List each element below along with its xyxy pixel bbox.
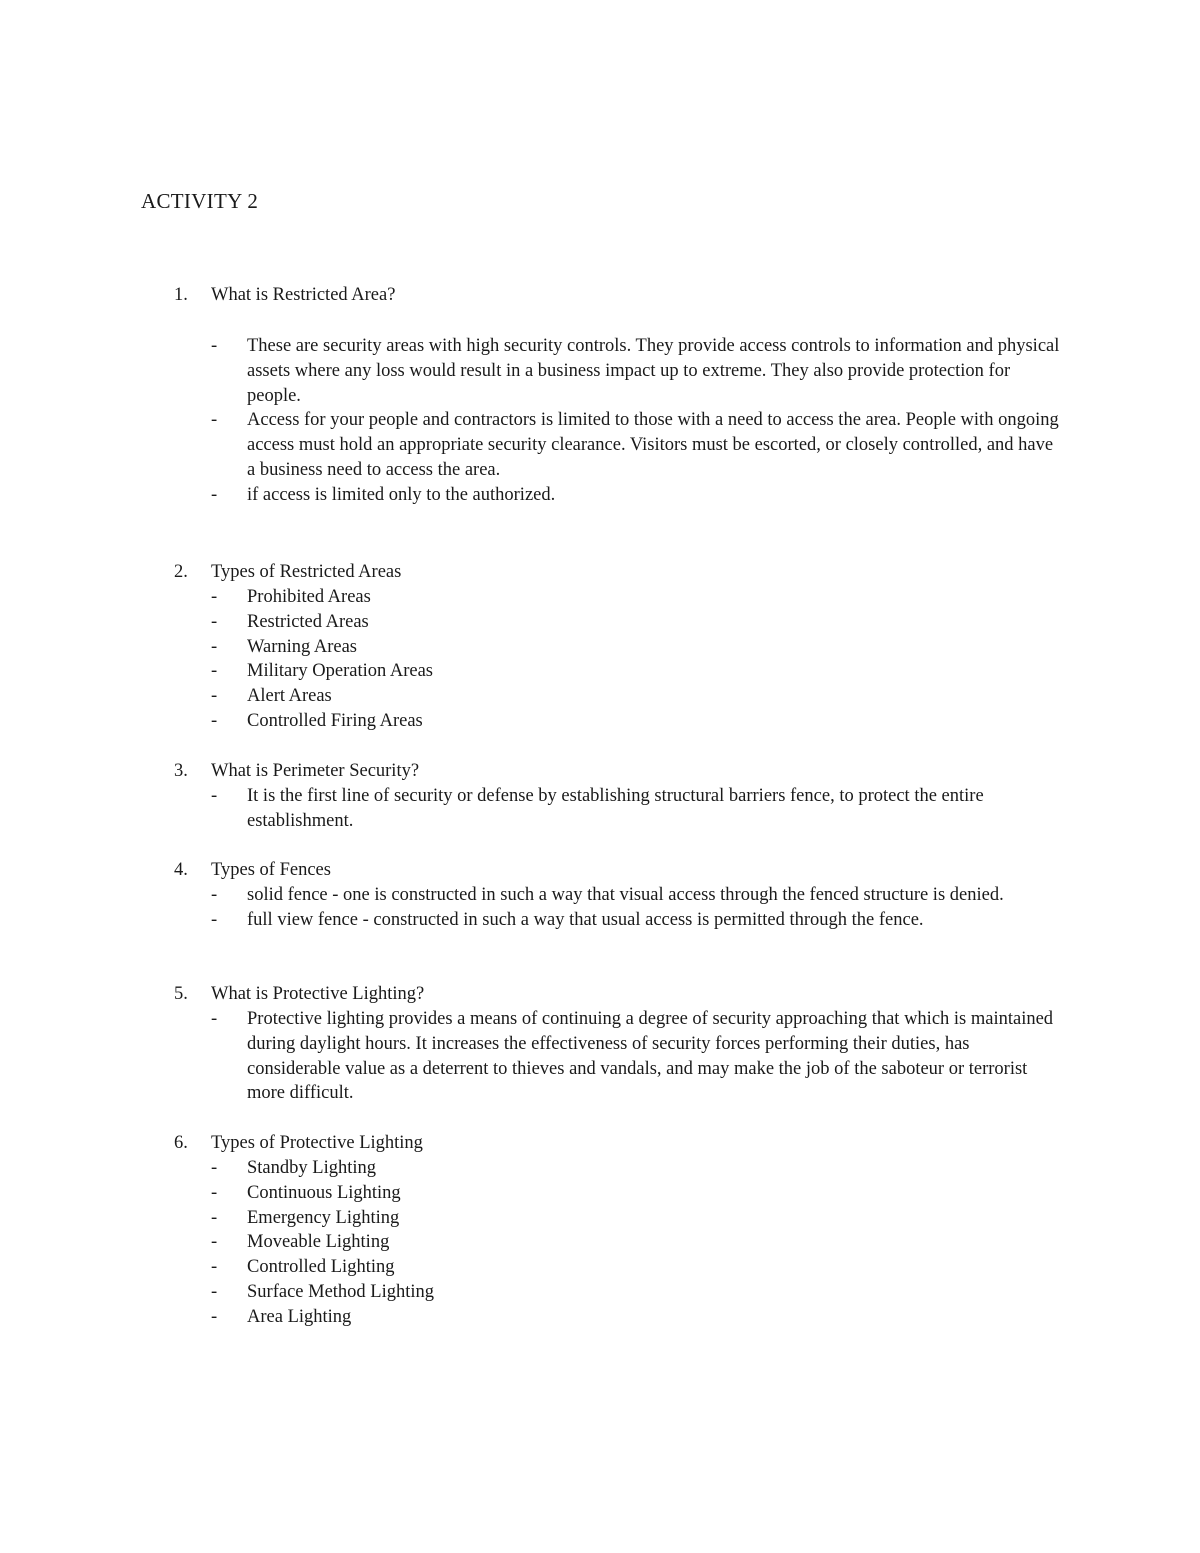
question-text: What is Protective Lighting?	[211, 984, 425, 1004]
list-item	[0, 1181, 1200, 1206]
bullet-dash: -	[211, 636, 218, 657]
question-number: 2.	[174, 562, 188, 582]
list-item-text: Standby Lighting	[247, 1158, 376, 1178]
list-item-text: full view fence - constructed in such a way that usual access is permitted through the fence.	[247, 909, 924, 930]
list-item-text: Emergency Lighting	[247, 1207, 400, 1228]
list-item-text: Alert Areas	[247, 686, 332, 707]
list-item	[0, 1305, 1200, 1330]
list-item-text: Controlled Lighting	[247, 1257, 395, 1278]
list-item	[0, 1007, 1200, 1106]
answer-list	[0, 585, 1200, 734]
question-number: 3.	[174, 761, 188, 781]
question-number: 6.	[174, 1133, 188, 1153]
list-item	[0, 1255, 1200, 1280]
answer-list	[0, 883, 1200, 933]
bullet-dash: -	[211, 1281, 218, 1302]
bullet-dash: -	[211, 1158, 218, 1178]
list-item-text: Area Lighting	[247, 1306, 352, 1327]
list-item	[0, 908, 1200, 933]
list-item-text: Continuous Lighting	[247, 1182, 401, 1203]
list-item	[0, 334, 1200, 408]
list-item	[0, 883, 1200, 908]
question-text: Types of Fences	[211, 860, 331, 880]
bullet-dash: -	[211, 661, 218, 682]
list-item	[0, 1156, 1200, 1181]
bullet-dash: -	[211, 1009, 218, 1029]
list-item	[0, 1280, 1200, 1305]
list-item-text: These are security areas with high security controls. They provide access controls to information and physical assets where any loss would result in a business impact up to extreme. They also provide protection for people.	[247, 336, 1060, 406]
answer-list	[0, 1007, 1200, 1106]
question-text: Types of Restricted Areas	[211, 562, 402, 582]
bullet-dash: -	[211, 587, 218, 607]
bullet-dash: -	[211, 1306, 218, 1327]
list-item-text: Controlled Firing Areas	[247, 710, 423, 731]
bullet-dash: -	[211, 1232, 218, 1253]
bullet-dash: -	[211, 786, 218, 806]
list-item	[0, 684, 1200, 709]
list-item	[0, 610, 1200, 635]
list-item-text: Military Operation Areas	[247, 661, 433, 682]
question-number: 4.	[174, 860, 188, 880]
list-item	[0, 585, 1200, 610]
list-item	[0, 483, 1200, 508]
bullet-dash: -	[211, 1207, 218, 1228]
list-item	[0, 1206, 1200, 1231]
question-number: 5.	[174, 984, 188, 1004]
question-text: Types of Protective Lighting	[211, 1133, 423, 1153]
bullet-dash: -	[211, 611, 218, 632]
bullet-dash: -	[211, 1257, 218, 1278]
list-item-text: Restricted Areas	[247, 611, 369, 632]
list-item	[0, 784, 1200, 834]
list-item-text: if access is limited only to the authorized.	[247, 484, 556, 505]
list-item-text: Moveable Lighting	[247, 1232, 390, 1253]
question-text: What is Perimeter Security?	[211, 761, 420, 781]
list-item-text: Prohibited Areas	[247, 587, 371, 607]
bullet-dash: -	[211, 1182, 218, 1203]
list-item	[0, 408, 1200, 482]
bullet-dash: -	[211, 336, 218, 356]
list-item	[0, 635, 1200, 660]
bullet-dash: -	[211, 410, 218, 431]
list-item-text: Access for your people and contractors is limited to those with a need to access the area. People with ongoing access must hold an appropriate security clearance. Visitors must be escorted, or closely controlled, and have a business need to access the area.	[247, 410, 1059, 480]
answer-list	[0, 784, 1200, 834]
list-item	[0, 1230, 1200, 1255]
question-text: What is Restricted Area?	[211, 285, 396, 305]
bullet-dash: -	[211, 885, 218, 905]
list-item-text: Warning Areas	[247, 636, 357, 657]
list-item	[0, 659, 1200, 684]
bullet-dash: -	[211, 710, 218, 731]
list-item-text: Protective lighting provides a means of continuing a degree of security approaching that which is maintained during daylight hours. It increases the effectiveness of security forces performing their duties, has considerable value as a deterrent to thieves and vandals, and may make the job of the saboteur or terrorist more difficult.	[247, 1009, 1054, 1104]
page-title: ACTIVITY 2	[141, 189, 259, 213]
list-item-text: Surface Method Lighting	[247, 1281, 435, 1302]
list-item-text: It is the first line of security or defense by establishing structural barriers fence, to protect the entire establishment.	[247, 786, 984, 831]
bullet-dash: -	[211, 484, 218, 505]
answer-list	[0, 1156, 1200, 1330]
bullet-dash: -	[211, 686, 218, 707]
list-item-text: solid fence - one is constructed in such a way that visual access through the fenced structure is denied.	[247, 885, 1004, 905]
question-number: 1.	[174, 285, 188, 305]
bullet-dash: -	[211, 909, 218, 930]
list-item	[0, 709, 1200, 734]
answer-list	[0, 334, 1200, 508]
